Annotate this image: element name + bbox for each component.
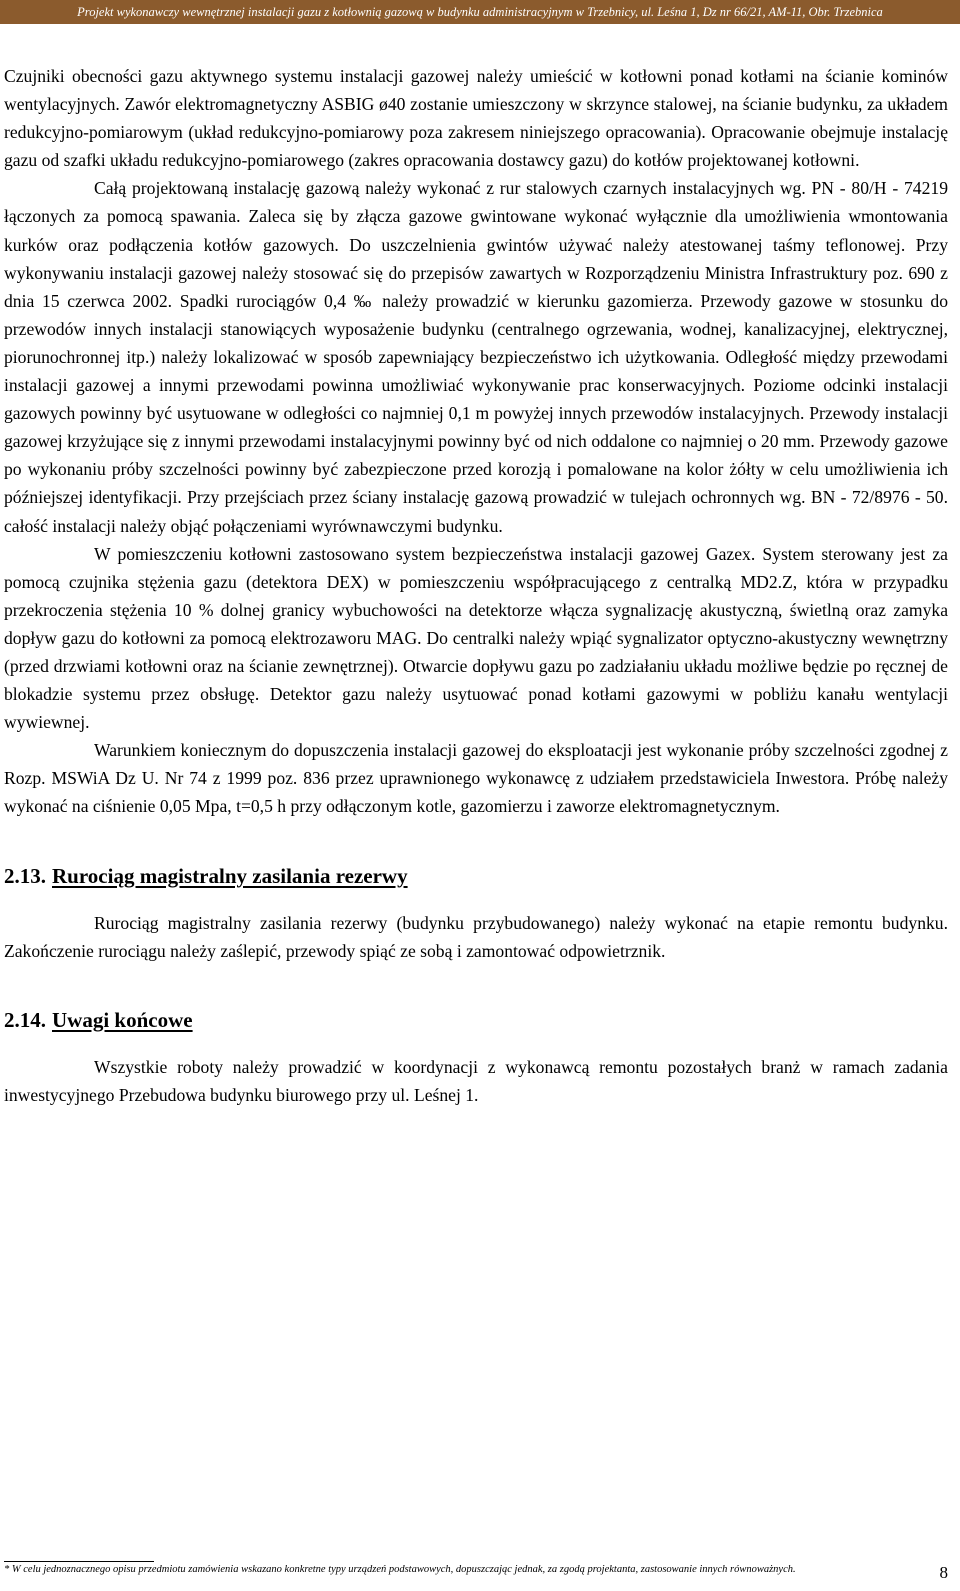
document-body xyxy=(4,62,948,1109)
section-number: 2.13. xyxy=(4,863,46,888)
footnote: * W celu jednoznacznego opisu przedmiotu zamówienia wskazano konkretne typy urządzeń podstawowych, dopuszczając jednak, za zgodą projektanta, zastosowanie innych równoważnych. xyxy=(4,1564,796,1575)
paragraph-gazex-system: W pomieszczeniu kotłowni zastosowano system bezpieczeństwa instalacji gazowej Gazex. System sterowany jest za pomocą czujnika stężenia gazu (detektora DEX) w pomieszczeniu współpracującego z centralką MD2.Z, która w przypadku przekroczenia stężenia 10 % dolnej granicy wybuchowości na detektorze włącza sygnalizację akustyczną, świetlną oraz zamyka dopływ gazu do kotłowni za pomocą elektrozaworu MAG. Do centralki należy wpiąć sygnalizator optyczno-akustyczny wewnętrzny (przed drzwiami kotłowni oraz na ścianie zewnętrznej). Otwarcie dopływu gazu po zadziałaniu układu możliwe będzie po ręcznej de blokadzie systemu przez obsługę. Detektor gazu należy usytuować ponad kotłami gazowymi w pobliżu kanału wentylacji wywiewnej. xyxy=(4,543,948,733)
footnote-divider xyxy=(4,1561,154,1562)
section-title: Uwagi końcowe xyxy=(52,1007,193,1032)
section-heading-2-14 xyxy=(4,1005,948,1035)
paragraph-reserve-pipeline: Rurociąg magistralny zasilania rezerwy (budynku przybudowanego) należy wykonać na etapie remontu budynku. Zakończenie rurociągu należy zaślepić, przewody spiąć ze sobą i zamontować odpowietrznik. xyxy=(4,912,948,961)
paragraph-gas-sensors: Czujniki obecności gazu aktywnego systemu instalacji gazowej należy umieścić w kotłowni ponad kotłami na ścianie kominów wentylacyjnych. Zawór elektromagnetyczny ASBIG ø40 zostanie umieszczony w skrzynce stalowej, na ścianie budynku, za układem redukcyjno-pomiarowym (układ redukcyjno-pomiarowy poza zakresem niniejszego opracowania). Opracowanie obejmuje instalację gazu od szafki układu redukcyjno-pomiarowego (zakres opracowania dostawcy gazu) do kotłów projektowanej kotłowni. xyxy=(4,66,948,171)
paragraph-pipe-installation: Całą projektowaną instalację gazową należy wykonać z rur stalowych czarnych instalacyjnych wg. PN - 80/H - 74219 łączonych za pomocą spawania. Zaleca się by złącza gazowe gwintowane wykonać wyłącznie dla umożliwienia wmontowania kurków oraz podłączenia kotłów gazowych. Do uszczelnienia gwintów używać należy atestowanej taśmy teflonowej. Przy wykonywaniu instalacji gazowej należy stosować się do przepisów zawartych w Rozporządzeniu Ministra Infrastruktury poz. 690 z dnia 15 czerwca 2002. Spadki rurociągów 0,4 ‰ należy prowadzić w kierunku gazomierza. Przewody gazowe w stosunku do przewodów innych instalacji stanowiących wyposażenie budynku (centralnego ogrzewania, wodnej, kanalizacyjnej, elektrycznej, piorunochronnej itp.) należy lokalizować w sposób zapewniający bezpieczeństwo ich użytkowania. Odległość między przewodami instalacji gazowej a innymi przewodami powinna umożliwiać wykonywanie prac konserwacyjnych. Poziome odcinki instalacji gazowych powinny być usytuowane w odległości co najmniej 0,1 m powyżej innych przewodów instalacyjnych. Przewody instalacji gazowej krzyżujące się z innymi przewodami instalacyjnymi powinny być od nich oddalone co najmniej o 20 mm. Przewody gazowe po wykonaniu próby szczelności powinny być zabezpieczone przed korozją i pomalowane na kolor żółty w celu umożliwienia ich późniejszej identyfikacji. Przy przejściach przez ściany instalację gazową prowadzić w tulejach ochronnych wg. BN - 72/8976 - 50. całość instalacji należy objąć połączeniami wyrównawczymi budynku. xyxy=(4,178,948,536)
page-number: 8 xyxy=(939,1563,948,1582)
section-title: Rurociąg magistralny zasilania rezerwy xyxy=(52,863,408,888)
header-text: Projekt wykonawczy wewnętrznej instalacji gazu z kotłownią gazową w budynku administracyjnym w Trzebnicy, ul. Leśna 1, Dz nr 66/21, AM-11, Obr. Trzebnica xyxy=(77,5,883,19)
paragraph-tightness-test: Warunkiem koniecznym do dopuszczenia instalacji gazowej do eksploatacji jest wykonanie próby szczelności zgodnej z Rozp. MSWiA Dz U. Nr 74 z 1999 poz. 836 przez uprawnionego wykonawcę z udziałem przedstawiciela Inwestora. Próbę należy wykonać na ciśnienie 0,05 Mpa, t=0,5 h przy odłączonym kotle, gazomierzu i zaworze elektromagnetycznym. xyxy=(4,740,948,817)
section-heading-2-13 xyxy=(4,861,948,891)
paragraph-final-remarks: Wszystkie roboty należy prowadzić w koordynacji z wykonawcą remontu pozostałych branż w ramach zadania inwestycyjnego Przebudowa budynku biurowego przy ul. Leśnej 1. xyxy=(4,1056,948,1105)
page-header xyxy=(0,0,960,24)
section-number: 2.14. xyxy=(4,1007,46,1032)
